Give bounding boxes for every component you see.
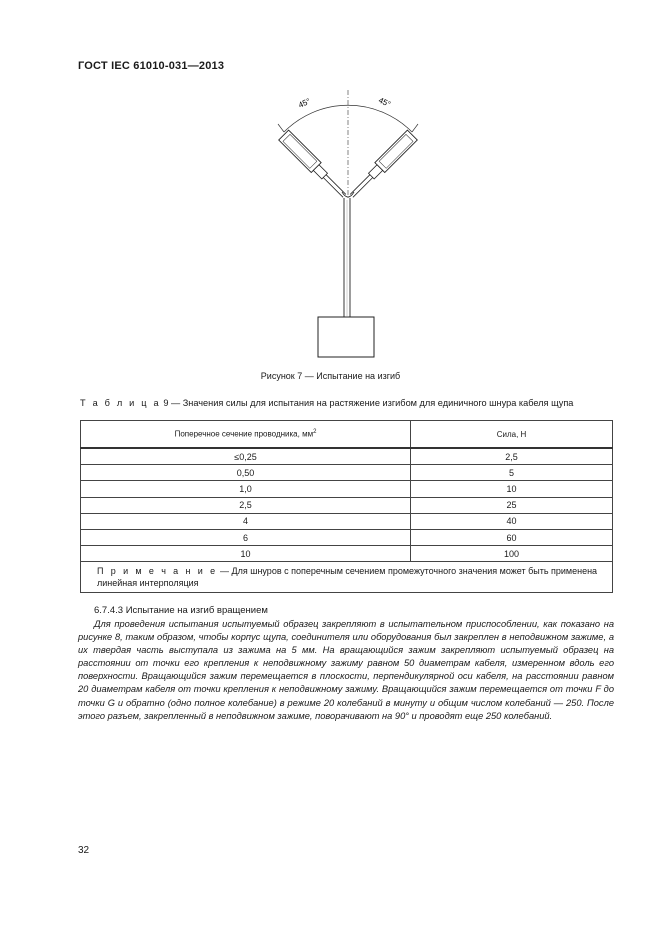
probe-left	[347, 130, 418, 201]
table-note: П р и м е ч а н и е — Для шнуров с поперечным сечением промежуточного значения может быть применена линейная интерполяция	[81, 562, 613, 593]
probe-right	[279, 130, 350, 201]
figure-caption: Рисунок 7 — Испытание на изгиб	[260, 371, 401, 381]
body-paragraph: Для проведения испытания испытуемый образец закрепляют в испытательном приспособлении, как показано на рисунке 8, таким образом, чтобы корпус щупа, соединителя или оборудования был закреплен в неподвижном зажиме, а их твердая часть выступала из зажима на 5 мм. На вращающийся зажим закрепляют испытуемый образец на расстоянии от точки его крепления к неподвижному зажиму равном 50 диаметрам кабеля, измеренном вдоль его поверхности. Вращающийся зажим перемещается в плоскости, перпендикулярной оси кабеля, на расстоянии равном 20 диаметрам кабеля от точки крепления к неподвижному зажиму. Вращающийся зажим перемещается от точки F до точки G и обратно (одно полное колебание) в режиме 20 колебаний в минуту и общим числом колебаний — 250. После этого разъем, закрепленный в неподвижном зажиме, поворачивают на 90° и проводят еще 250 колебаний.	[78, 619, 614, 721]
col-header-section: Поперечное сечение проводника, $мм^2$	[81, 421, 411, 449]
angle-label-right: 45°	[377, 95, 392, 109]
weight	[318, 317, 374, 357]
angle-label-left: 45°	[297, 96, 312, 110]
force-table	[80, 420, 613, 593]
table-row: 10 100	[81, 546, 613, 562]
bend-test-figure	[260, 88, 420, 368]
table-title-text: 9 — Значения силы для испытания на растяжение изгибом для единичного шнура кабеля щупа	[160, 398, 574, 408]
table-row: 4 40	[81, 513, 613, 529]
table-title	[80, 398, 573, 408]
table-row: 1,0 10	[81, 481, 613, 497]
table-row: 6 60	[81, 529, 613, 545]
section-title: 6.7.4.3 Испытание на изгиб вращением	[94, 605, 268, 616]
table-row: ≤0,25 2,5	[81, 448, 613, 465]
col-header-force: Сила, Н	[411, 421, 613, 449]
table-row: 0,50 5	[81, 465, 613, 481]
table-note-row	[81, 562, 613, 593]
table-row: 2,5 25	[81, 497, 613, 513]
page-number: 32	[78, 845, 90, 856]
document-header: ГОСТ IEC 61010-031—2013	[78, 60, 225, 72]
table-title-prefix: Т а б л и ц а	[80, 398, 161, 408]
table-header-row	[81, 421, 613, 449]
